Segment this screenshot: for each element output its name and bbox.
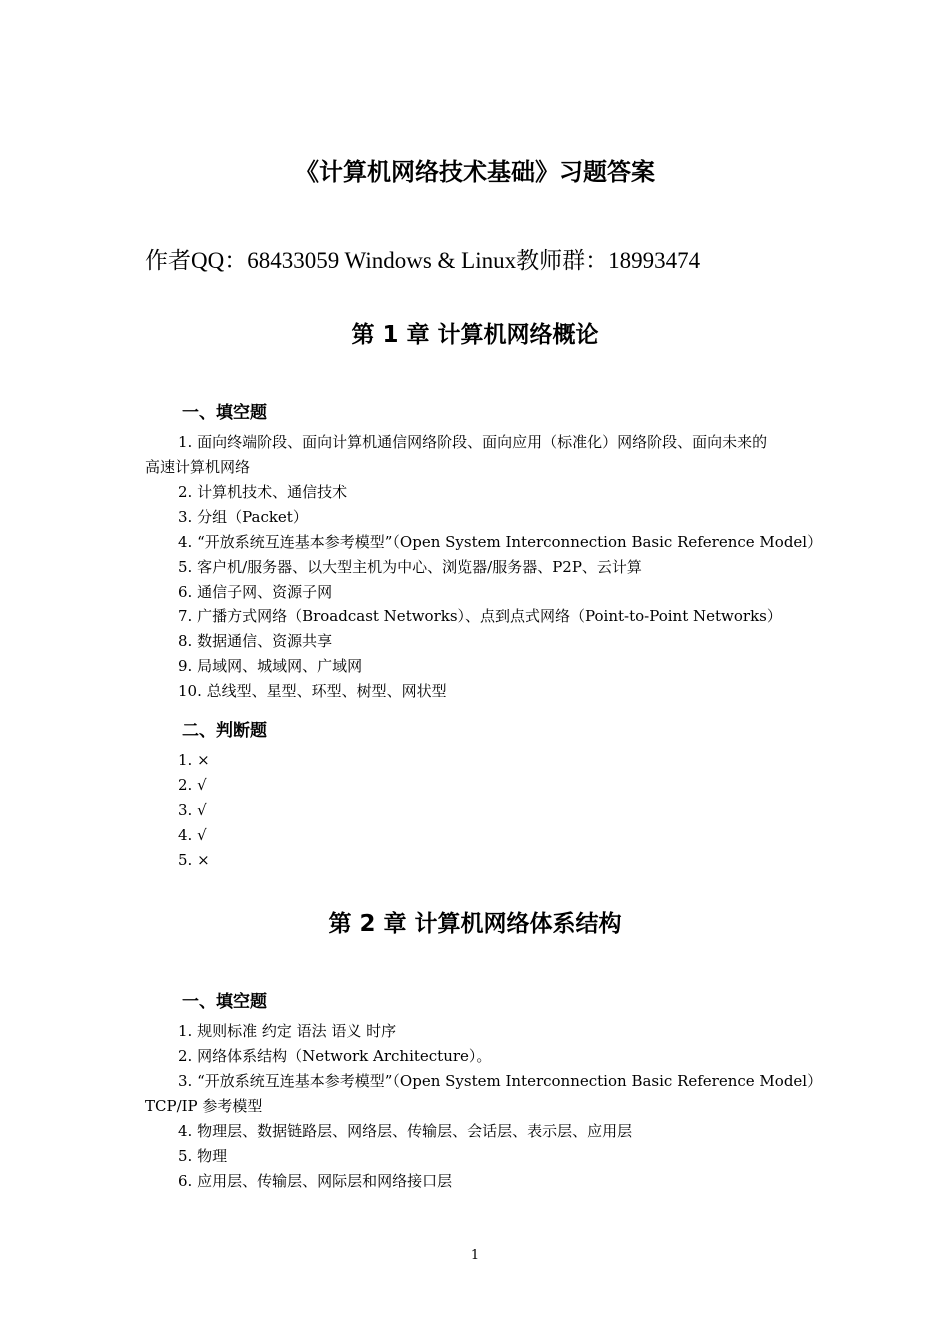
list-item: 3. 分组（Packet） <box>178 508 308 526</box>
list-item: 10. 总线型、星型、环型、树型、网状型 <box>178 682 447 700</box>
list-item: 5. 物理 <box>178 1147 228 1165</box>
judge-item: 2. √ <box>178 776 207 794</box>
list-item: 2. 网络体系结构（Network Architecture）。 <box>178 1047 492 1065</box>
list-item: 6. 应用层、传输层、网际层和网络接口层 <box>178 1172 453 1190</box>
list-item-continuation: 高速计算机网络 <box>145 458 251 476</box>
judge-item: 5. × <box>178 851 210 869</box>
list-item: 5. 客户机/服务器、以大型主机为中心、浏览器/服务器、P2P、云计算 <box>178 558 642 576</box>
list-item: 1. 面向终端阶段、面向计算机通信网络阶段、面向应用（标准化）网络阶段、面向未来的 <box>178 433 768 451</box>
chapter-2-fill-heading: 一、填空题 <box>182 992 267 1012</box>
list-item: 8. 数据通信、资源共享 <box>178 632 333 650</box>
judge-item: 4. √ <box>178 826 207 844</box>
list-item: 4. “开放系统互连基本参考模型”（Open System Interconnection Basic Reference Model） <box>178 533 823 551</box>
list-item: 3. “开放系统互连基本参考模型”（Open System Interconnection Basic Reference Model） <box>178 1072 823 1090</box>
list-item: 4. 物理层、数据链路层、网络层、传输层、会话层、表示层、应用层 <box>178 1122 633 1140</box>
chapter-2-heading: 第 2 章 计算机网络体系结构 <box>328 911 622 937</box>
list-item: 1. 规则标准 约定 语法 语义 时序 <box>178 1022 397 1040</box>
judge-item: 1. × <box>178 751 210 769</box>
list-item: 7. 广播方式网络（Broadcast Networks）、点到点式网络（Point-to-Point Networks） <box>178 607 782 625</box>
author-line: 作者QQ：68433059 Windows & Linux教师群：18993474 <box>145 248 701 273</box>
list-item: 6. 通信子网、资源子网 <box>178 583 333 601</box>
list-item: 9. 局域网、城域网、广域网 <box>178 657 363 675</box>
page-number: 1 <box>470 1248 480 1263</box>
chapter-1-fill-heading: 一、填空题 <box>182 403 267 423</box>
list-item: 2. 计算机技术、通信技术 <box>178 483 348 501</box>
list-item-continuation: TCP/IP 参考模型 <box>145 1097 263 1115</box>
chapter-1-heading: 第 1 章 计算机网络概论 <box>351 322 599 348</box>
document-title: 《计算机网络技术基础》习题答案 <box>295 158 655 186</box>
judge-item: 3. √ <box>178 801 207 819</box>
chapter-1-judge-heading: 二、判断题 <box>182 721 267 741</box>
